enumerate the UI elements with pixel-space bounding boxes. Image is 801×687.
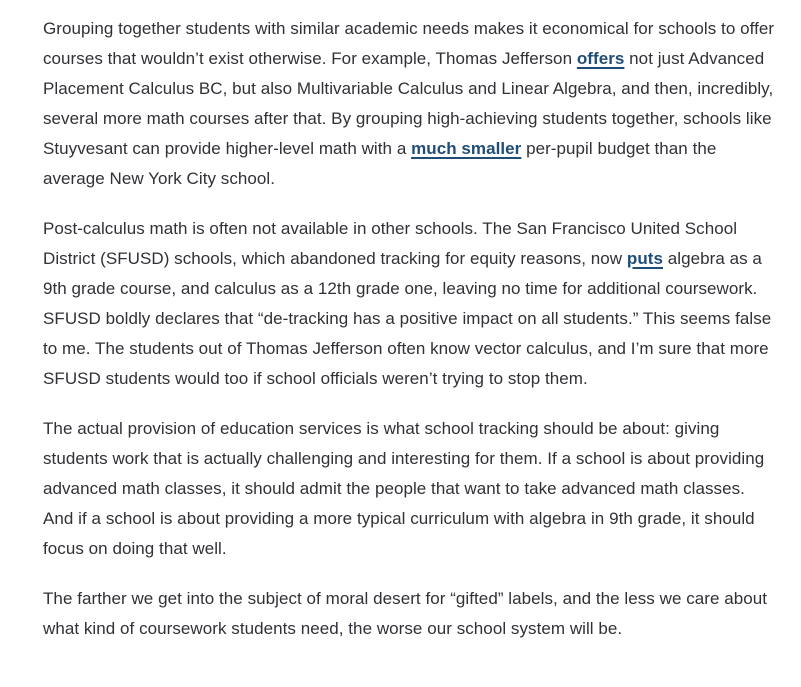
text-segment: The farther we get into the subject of moral desert for “gifted” labels, and the less we care about what kind of coursework students need, the worse our school system will be. — [43, 589, 768, 638]
text-segment: per-pupil budget than the average New York City school. — [43, 139, 717, 188]
paragraph — [43, 414, 778, 564]
puts-link[interactable]: puts — [626, 249, 663, 268]
offers-link[interactable]: offers — [576, 49, 625, 68]
paragraph — [43, 14, 778, 194]
paragraph — [43, 214, 778, 394]
much-smaller-link[interactable]: much smaller — [411, 139, 522, 158]
text-segment: Post-calculus math is often not available in other schools. The San Francisco United School District (SFUSD) schools, which abandoned tracking for equity reasons, now — [43, 219, 738, 268]
article-body — [43, 14, 778, 664]
text-segment: not just Advanced Placement Calculus BC, but also Multivariable Calculus and Linear Algebra, and then, incredibly, several more math courses after that. By grouping high-achieving students together, schools like Stuyvesant can provide higher-level math with a — [43, 49, 774, 158]
text-segment: The actual provision of education services is what school tracking should be about: giving students work that is actually challenging and interesting for them. If a school is about providing advanced math classes, it should admit the people that want to take advanced math classes. And if a school is about providing a more typical curriculum with algebra in 9th grade, it should focus on doing that well. — [43, 419, 765, 558]
text-segment: Grouping together students with similar academic needs makes it economical for schools to offer courses that wouldn’t exist otherwise. For example, Thomas Jefferson — [43, 19, 775, 68]
paragraph — [43, 584, 778, 644]
text-segment: algebra as a 9th grade course, and calculus as a 12th grade one, leaving no time for additional coursework. SFUSD boldly declares that “de-tracking has a positive impact on all students.” This seems false to me. The students out of Thomas Jefferson often know vector calculus, and I’m sure that more SFUSD students would too if school officials weren’t trying to stop them. — [43, 249, 772, 388]
